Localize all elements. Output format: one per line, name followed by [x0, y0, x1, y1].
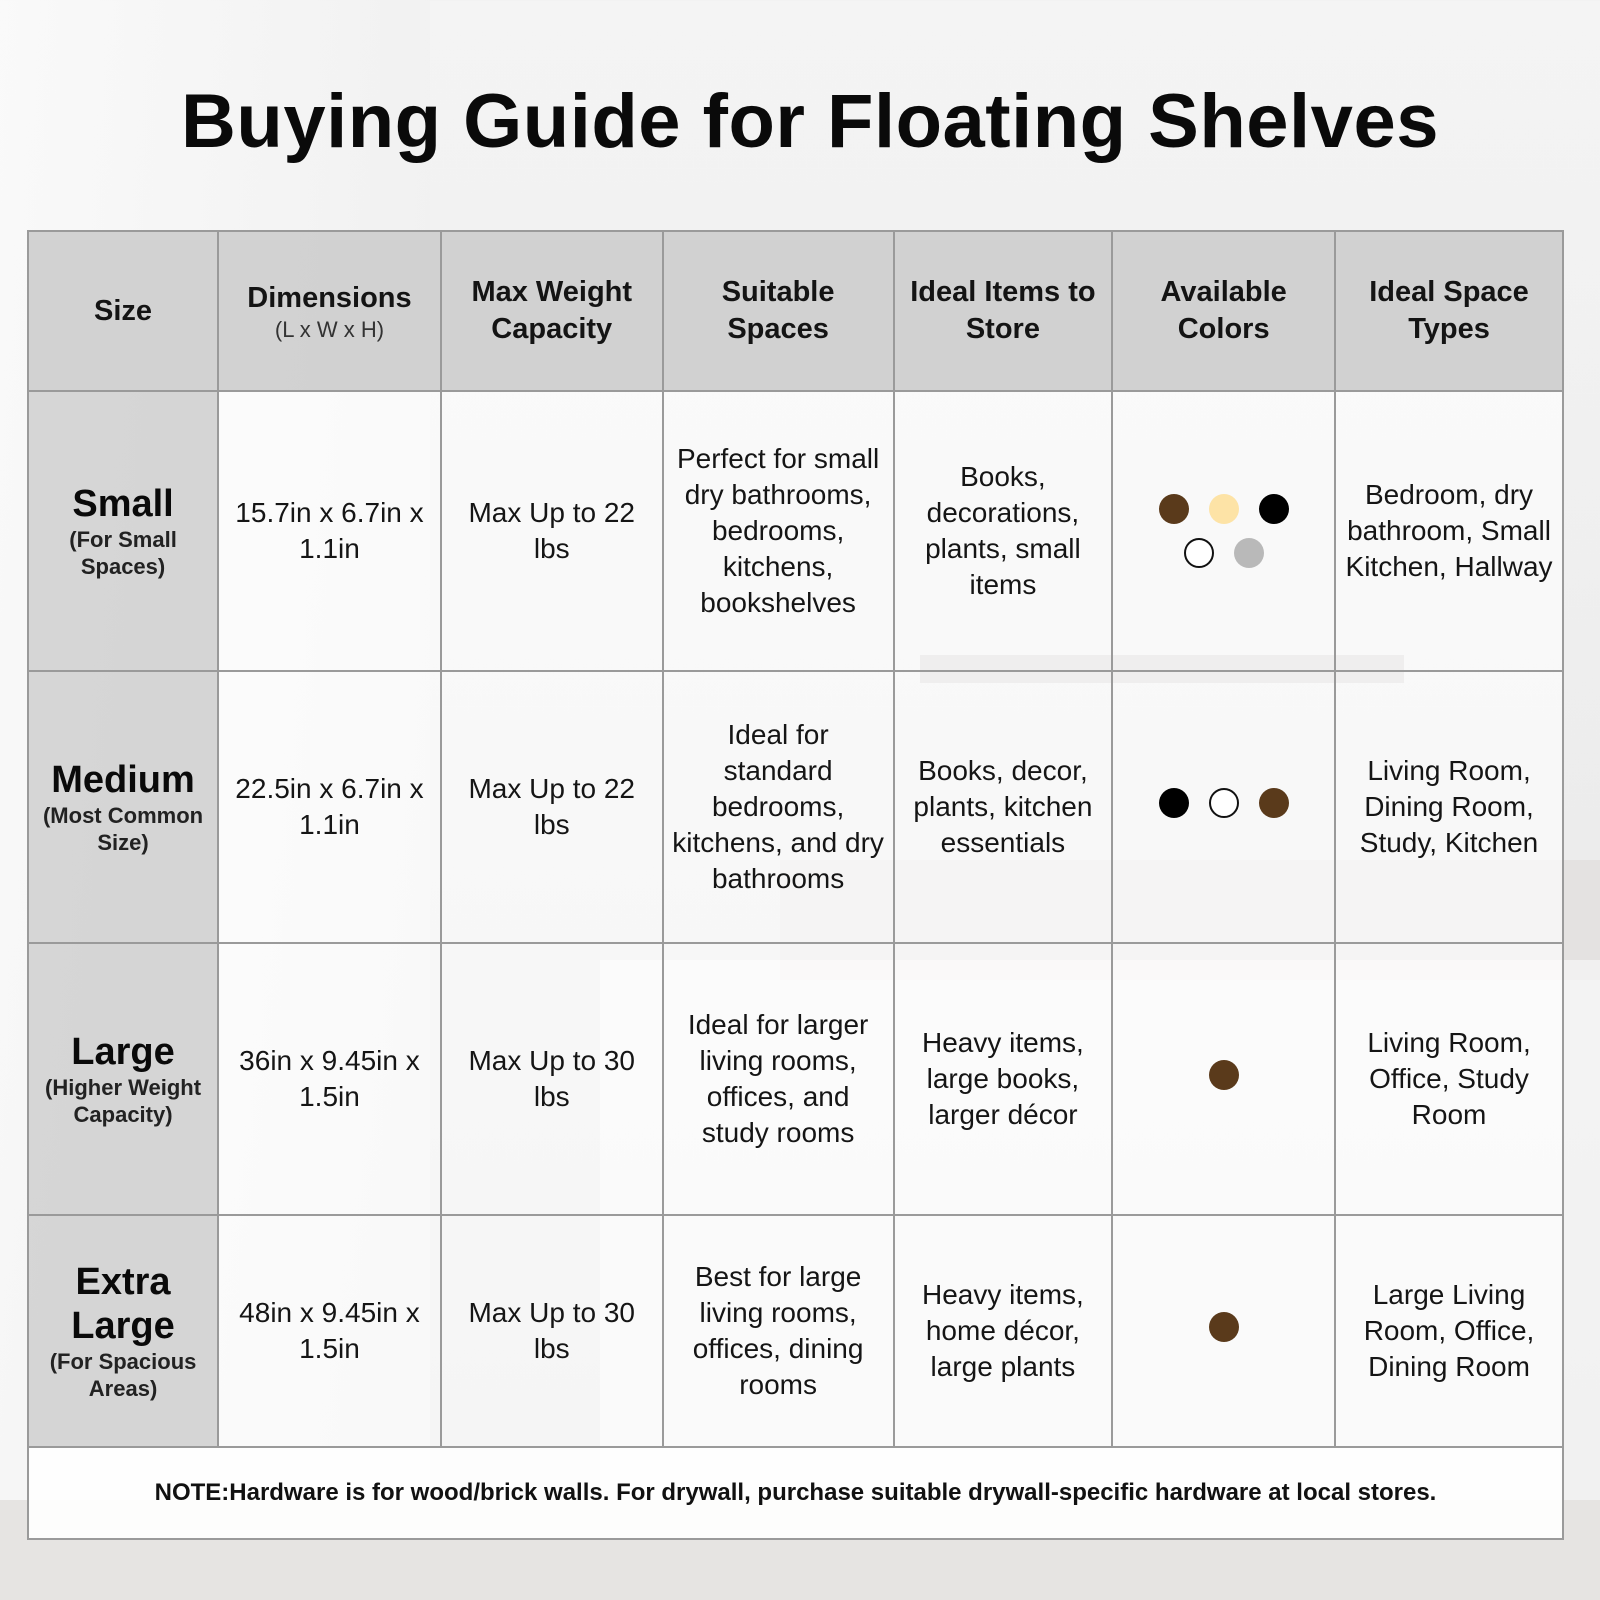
color-swatches	[1209, 1060, 1239, 1090]
size-name: Large	[71, 1031, 175, 1073]
color-swatch	[1259, 788, 1289, 818]
color-swatch	[1259, 494, 1289, 524]
color-swatch	[1209, 1312, 1239, 1342]
color-swatch	[1184, 538, 1214, 568]
space-types-cell: Living Room, Office, Study Room	[1335, 943, 1563, 1215]
header-dimensions-label: Dimensions	[247, 281, 412, 314]
size-name: Medium	[51, 759, 195, 801]
color-swatches	[1149, 494, 1299, 568]
table-row	[28, 1215, 1563, 1447]
colors-cell	[1112, 1215, 1335, 1447]
space-types-cell: Living Room, Dining Room, Study, Kitchen	[1335, 671, 1563, 943]
ideal-items-cell: Heavy items, home décor, large plants	[894, 1215, 1113, 1447]
table-row	[28, 671, 1563, 943]
buying-guide-table	[27, 230, 1564, 1540]
header-available-colors: Available Colors	[1112, 231, 1335, 391]
size-subtitle: (Higher Weight Capacity)	[45, 1075, 202, 1127]
color-swatch	[1159, 494, 1189, 524]
dimensions-cell: 36in x 9.45in x 1.5in	[218, 943, 441, 1215]
header-size: Size	[28, 231, 218, 391]
suitable-spaces-cell: Perfect for small dry bathrooms, bedrooms, kitchens, bookshelves	[663, 391, 894, 671]
max-weight-cell: Max Up to 30 lbs	[441, 1215, 663, 1447]
header-max-weight: Max Weight Capacity	[441, 231, 663, 391]
colors-cell	[1112, 391, 1335, 671]
max-weight-cell: Max Up to 30 lbs	[441, 943, 663, 1215]
size-cell	[28, 671, 218, 943]
size-subtitle: (For Spacious Areas)	[49, 1349, 197, 1401]
color-swatch	[1209, 788, 1239, 818]
size-subtitle: (For Small Spaces)	[69, 527, 177, 579]
header-dimensions	[218, 231, 441, 391]
ideal-items-cell: Books, decorations, plants, small items	[894, 391, 1113, 671]
header-space-types: Ideal Space Types	[1335, 231, 1563, 391]
space-types-cell: Bedroom, dry bathroom, Small Kitchen, Hallway	[1335, 391, 1563, 671]
color-swatch	[1209, 494, 1239, 524]
header-dimensions-sub: (L x W x H)	[274, 316, 385, 342]
color-swatches	[1209, 1312, 1239, 1342]
color-swatch	[1209, 1060, 1239, 1090]
note-text: NOTE:Hardware is for wood/brick walls. For drywall, purchase suitable drywall-specific hardware at local stores.	[28, 1447, 1563, 1539]
color-swatch	[1159, 788, 1189, 818]
size-cell	[28, 943, 218, 1215]
table-row	[28, 943, 1563, 1215]
size-cell	[28, 391, 218, 671]
size-name: Extra Large	[71, 1261, 175, 1347]
space-types-cell: Large Living Room, Office, Dining Room	[1335, 1215, 1563, 1447]
header-ideal-items: Ideal Items to Store	[894, 231, 1113, 391]
table-row	[28, 391, 1563, 671]
dimensions-cell: 22.5in x 6.7in x 1.1in	[218, 671, 441, 943]
ideal-items-cell: Heavy items, large books, larger décor	[894, 943, 1113, 1215]
size-cell	[28, 1215, 218, 1447]
table-header-row	[28, 231, 1563, 391]
suitable-spaces-cell: Best for large living rooms, offices, dining rooms	[663, 1215, 894, 1447]
size-name: Small	[72, 483, 174, 525]
max-weight-cell: Max Up to 22 lbs	[441, 391, 663, 671]
note-row	[28, 1447, 1563, 1539]
suitable-spaces-cell: Ideal for standard bedrooms, kitchens, and dry bathrooms	[663, 671, 894, 943]
suitable-spaces-cell: Ideal for larger living rooms, offices, and study rooms	[663, 943, 894, 1215]
page-title: Buying Guide for Floating Shelves	[181, 79, 1439, 164]
max-weight-cell: Max Up to 22 lbs	[441, 671, 663, 943]
header-suitable-spaces: Suitable Spaces	[663, 231, 894, 391]
color-swatch	[1234, 538, 1264, 568]
colors-cell	[1112, 943, 1335, 1215]
colors-cell	[1112, 671, 1335, 943]
ideal-items-cell: Books, decor, plants, kitchen essentials	[894, 671, 1113, 943]
dimensions-cell: 15.7in x 6.7in x 1.1in	[218, 391, 441, 671]
size-subtitle: (Most Common Size)	[42, 803, 204, 855]
color-swatches	[1159, 788, 1289, 818]
dimensions-cell: 48in x 9.45in x 1.5in	[218, 1215, 441, 1447]
